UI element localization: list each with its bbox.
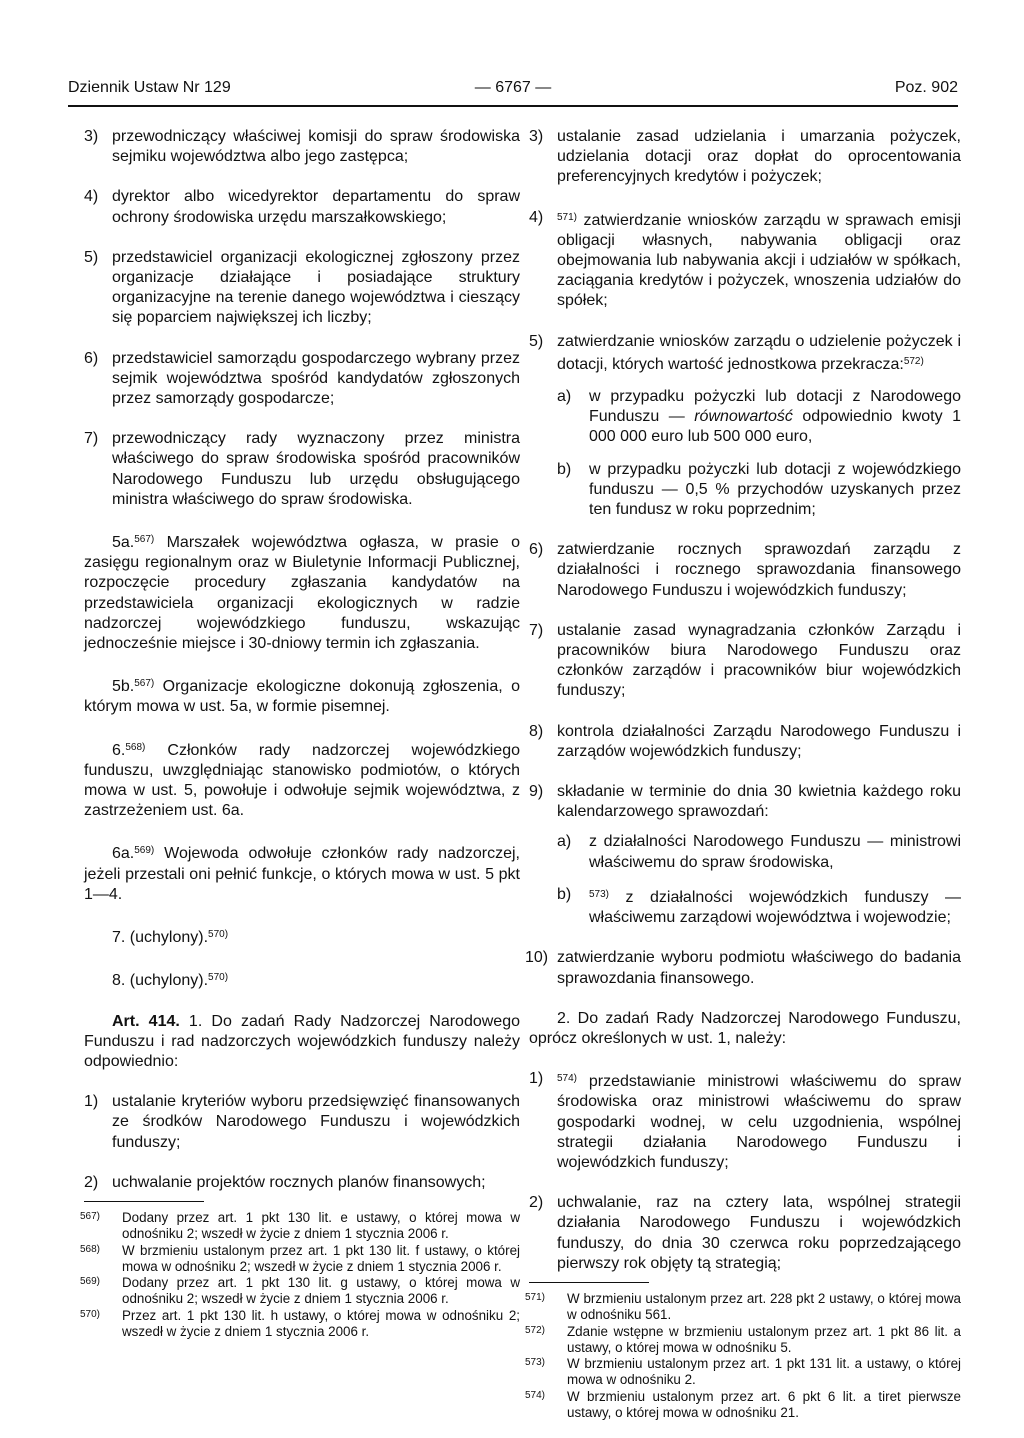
paragraph-2: 2. Do zadań Rady Nadzorczej Narodowego Funduszu, oprócz określonych w ust. 1, należy: [529, 1009, 961, 1047]
paragraph-6: 6.$^{568)}$ Członków rady nadzorczej wojewódzkiego funduszu, uwzględniając stanowisko podmiotów, o których mowa w ust. 5, powołuje i odwołuje sejmik województwa, z zastrzeżeniem ust. 6a. [84, 741, 520, 820]
list-item: 6) zatwierdzanie rocznych sprawozdań zarządu z działalności i rocznego sprawozdania finansowego Narodowego Funduszu i wojewódzkich funduszy; [529, 541, 961, 599]
list-item: 1) $^{574)}$ przedstawianie ministrowi właściwemu do spraw środowiska oraz ministrowi właściwemu do spraw gospodarki wodnej, w celu uzgodnienia, wspólnej strategii działania Narodowego Funduszu i wojewódzkich funduszy; [529, 1070, 961, 1171]
list-item: 10) zatwierdzanie wyboru podmiotu właściwego do badania sprawozdania finansowego. [525, 949, 961, 987]
position-number: Poz. 902 [894, 79, 958, 96]
footnote: 570) Przez art. 1 pkt 130 lit. h ustawy, o której mowa w odnośniku 2; wszedł w życie z dniem 1 stycznia 2006 r. [80, 1307, 520, 1339]
sub-item: a) z działalności Narodowego Funduszu — ministrowi właściwemu do spraw środowiska, [557, 833, 961, 871]
list-item: 5) przedstawiciel organizacji ekologicznej zgłoszony przez organizacje działające i posiadające struktury organizacyjne na terenie danego województwa i cieszący się poparciem największej ich liczby; [84, 248, 520, 327]
left-column [80, 127, 520, 1340]
header-rule [68, 105, 958, 107]
footnote: 569) Dodany przez art. 1 pkt 130 lit. g ustawy, o której mowa w odnośniku 2; wszedł w życie z dniem 1 stycznia 2006 r. [80, 1275, 520, 1307]
list-item: 8) kontrola działalności Zarządu Narodowego Funduszu i zarządów wojewódzkich funduszy; [529, 722, 961, 760]
footnote: 567) Dodany przez art. 1 pkt 130 lit. e ustawy, o której mowa w odnośniku 2; wszedł w życie z dniem 1 stycznia 2006 r. [80, 1209, 520, 1242]
paragraph-6a: 6a.$^{569)}$ Wojewoda odwołuje członków rady nadzorczej, jeżeli przestali oni pełnić funkcje, o których mowa w ust. 5 pkt 1—4. [84, 845, 520, 903]
footnote: 571) W brzmieniu ustalonym przez art. 228 pkt 2 ustawy, o której mowa w odnośniku 561. [525, 1290, 961, 1323]
list-item: 4) $^{571)}$ zatwierdzanie wniosków zarządu w sprawach emisji obligacji własnych, nabywania obligacji oraz obejmowania lub nabywania akcji i udziałów w spółkach, zaciągania kredytów i pożyczek, wnoszenia udziałów do spółek; [529, 208, 961, 310]
list-item: 3) ustalanie zasad udzielania i umarzania pożyczek, udzielania dotacji oraz dopłat do oprocentowania preferencyjnych kredytów i pożyczek; [529, 128, 961, 186]
list-item: 2) uchwalanie projektów rocznych planów finansowych; [84, 1173, 486, 1191]
sub-item: b) w przypadku pożyczki lub dotacji z wojewódzkiego funduszu — 0,5 % przychodów uzyskanych przez ten fundusz w roku poprzednim; [557, 460, 961, 519]
list-item: 6) przedstawiciel samorządu gospodarczego wybrany przez sejmik województwa spośród kandydatów zgłoszonych przez samorządy gospodarcze; [84, 349, 520, 408]
sub-item: a) w przypadku pożyczki lub dotacji z Narodowego Funduszu — równowartość odpowiednio kwoty 1 000 000 euro lub 500 000 euro, [557, 388, 961, 446]
journal-title: Dziennik Ustaw Nr 129 [68, 79, 231, 96]
paragraph-5b: 5b.$^{567)}$ Organizacje ekologiczne dokonują zgłoszenia, o którym mowa w ust. 5a, w formie pisemnej. [84, 678, 520, 716]
sub-item: b) $^{573)}$ z działalności wojewódzkich funduszy — właściwemu zarządowi województwa i wojewodzie; [557, 885, 961, 927]
list-item: 1) ustalanie kryteriów wyboru przedsięwzięć finansowanych ze środków Narodowego Funduszu i wojewódzkich funduszy; [84, 1093, 520, 1151]
paragraph-7: 7. (uchylony).$^{570)}$ [112, 929, 229, 947]
footnote: 573) W brzmieniu ustalonym przez art. 1 pkt 131 lit. a ustawy, o której mowa w odnośniku 2. [525, 1356, 961, 1388]
right-column [525, 127, 961, 1421]
footnote-rule [84, 1201, 204, 1202]
footnote: 574) W brzmieniu ustalonym przez art. 6 pkt 6 lit. a tiret pierwsze ustawy, o której mowa w odnośniku 21. [525, 1388, 961, 1421]
paragraph-5a: 5a.$^{567)}$ Marszałek województwa ogłasza, w prasie o zasięgu regionalnym oraz w Biuletynie Informacji Publicznej, rozpoczęcie procedury zgłaszania kandydatów na przedstawiciela organizacji ekologicznych w radzie nadzorczej wojewódzkiego funduszu, wskazując jednocześnie miejsce i 30-dniowy termin ich zgłaszania. [84, 534, 520, 653]
footnote: 572) Zdanie wstępne w brzmieniu ustalonym przez art. 1 pkt 86 lit. a ustawy, o której mowa w odnośniku 5. [525, 1323, 961, 1355]
list-item: 7) przewodniczący rady wyznaczony przez ministra właściwego do spraw środowiska spośród pracowników Narodowego Funduszu lub urzędu obsługującego ministra właściwego do spraw środowiska. [84, 430, 520, 508]
paragraph-8: 8. (uchylony).$^{570)}$ [112, 972, 229, 990]
page-number: — 6767 — [474, 79, 552, 96]
list-item: 5) zatwierdzanie wniosków zarządu o udzielenie pożyczek i dotacji, których wartość jednostkowa przekracza:$^{572)}$ [529, 332, 961, 373]
article-414: Art. 414. 1. Do zadań Rady Nadzorczej Narodowego Funduszu i rad nadzorczych wojewódzkich funduszy należy odpowiednio: [84, 1012, 521, 1070]
footnote: 568) W brzmieniu ustalonym przez art. 1 pkt 130 lit. f ustawy, o której mowa w odnośniku 2; wszedł w życie z dniem 1 stycznia 2006 r. [80, 1242, 520, 1274]
list-item: 7) ustalanie zasad wynagradzania członków Zarządu i pracowników biura Narodowego Funduszu oraz członków zarządów i pracowników biur wojewódzkich funduszy; [529, 621, 961, 700]
list-item: 4) dyrektor albo wicedyrektor departamentu do spraw ochrony środowiska urzędu marszałkowskiego; [84, 188, 520, 226]
list-item: 3) przewodniczący właściwej komisji do spraw środowiska sejmiku województwa albo jego zastępca; [84, 128, 520, 166]
list-item: 9) składanie w terminie do dnia 30 kwietnia każdego roku kalendarzowego sprawozdań: [529, 783, 961, 821]
footnote-rule [529, 1282, 649, 1283]
list-item: 2) uchwalanie, raz na cztery lata, wspólnej strategii działania Narodowego Funduszu i wojewódzkich funduszy, do dnia 30 czerwca roku poprzedzającego pierwszy rok objęty tą strategią; [529, 1194, 961, 1272]
page-header [68, 78, 958, 104]
